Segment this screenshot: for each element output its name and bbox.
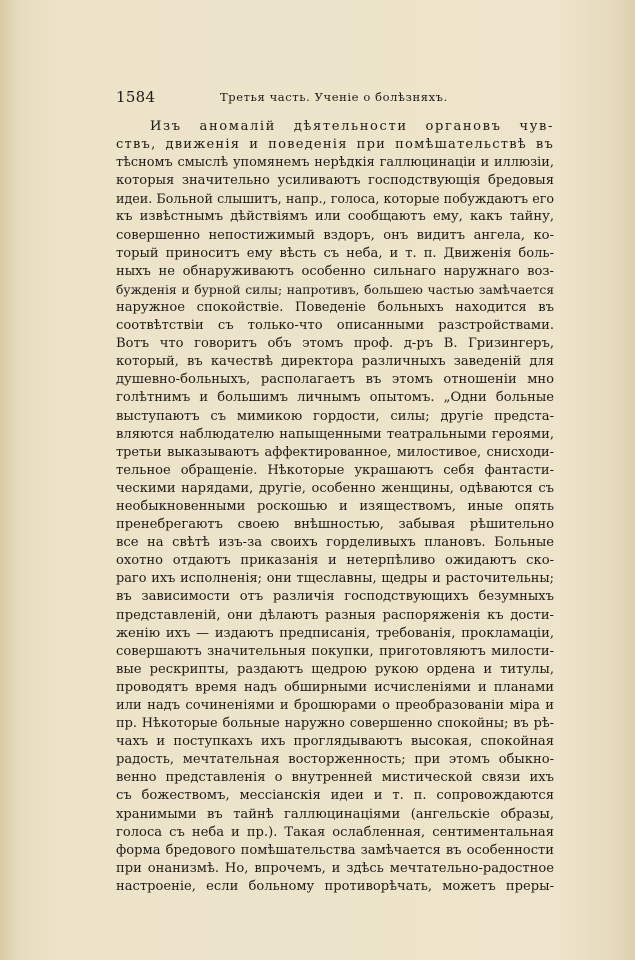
text-line: въ зависимости отъ различiя господствующихъ безумныхъ (116, 589, 554, 605)
text-line: Вотъ что говоритъ объ этомъ проф. д-ръ В. Гризингеръ, (116, 336, 554, 352)
text-line: голоса съ неба и пр.). Такая ослабленная, сентиментальная (116, 824, 554, 840)
text-line: женiю ихъ — издаютъ предписанiя, требованiя, прокламацiи, (116, 625, 554, 641)
text-line: голѣтнимъ и большимъ личнымъ опытомъ. „Одни больные (116, 390, 554, 406)
text-line: пр. Нѣкоторые больные наружно совершенно спокойны; въ рѣ- (116, 716, 554, 732)
text-line: Изъ аномалiй дѣятельности органовъ чув- (150, 119, 554, 134)
text-line: чахъ и поступкахъ ихъ проглядываютъ высокая, спокойная (116, 734, 554, 750)
text-line: который, въ качествѣ директора различныхъ заведенiй для (116, 354, 554, 370)
text-line: настроенiе, если больному противорѣчать, можетъ преры- (116, 878, 554, 894)
text-line: совершенно непостижимый вздоръ, онъ видитъ ангела, ко- (116, 227, 554, 243)
text-line: съ божествомъ, мессiанскiя идеи и т. п. сопровождаются (116, 788, 554, 804)
body-text (116, 118, 554, 896)
text-line: форма бредового помѣшательства замѣчается въ особенности (116, 842, 554, 858)
text-line: душевно-больныхъ, располагаетъ въ этомъ отношенiи мно (116, 372, 554, 388)
text-line: вые рескрипты, раздаютъ щедрою рукою ордена и титулы, (116, 661, 554, 677)
text-line: представленiй, они дѣлаютъ разныя распоряженiя къ дости- (116, 607, 554, 623)
text-line: охотно отдаютъ приказанiя и нетерпѣливо ожидаютъ ско- (116, 553, 554, 569)
text-line: ныхъ не обнаруживаютъ особенно сильнаго наружнаго воз- (116, 263, 554, 279)
text-line: пренебрегаютъ своею внѣшностью, забывая рѣшительно (116, 517, 554, 533)
text-line: наружное спокойствiе. Поведенiе больныхъ находится въ (116, 299, 554, 315)
text-line: необыкновенными роскошью и изяществомъ, иные опять (116, 498, 554, 514)
page-header (116, 88, 554, 108)
text-line: ческими нарядами, другiе, особенно женщины, одѣваются съ (116, 480, 554, 496)
text-line: все на свѣтѣ изъ-за своихъ горделивыхъ плановъ. Больные (116, 535, 554, 551)
text-line: тѣсномъ смыслѣ упомянемъ нерѣдкiя галлюцинацiи и иллюзiи, (116, 155, 554, 171)
text-line: тельное обращенiе. Нѣкоторые украшаютъ себя фантасти- (116, 462, 554, 478)
text-line: соотвѣтствiи съ только-что описанными разстройствами. (116, 318, 554, 334)
text-line: которыя значительно усиливаютъ господствующiя бредовыя (116, 173, 554, 189)
text-line: вляются наблюдателю напыщенными театральными героями, (116, 426, 554, 442)
text-line: выступаютъ съ мимикою гордости, силы; другiе предста- (116, 408, 554, 424)
text-line: при онанизмѣ. Но, впрочемъ, и здѣсь мечтательно-радостное (116, 860, 554, 876)
text-line: венно представленiя о внутренней мистической связи ихъ (116, 770, 554, 786)
page-number: 1584 (116, 88, 156, 106)
text-line: совершаютъ значительныя покупки, приготовляютъ милости- (116, 643, 554, 659)
text-line: ствъ, движенiя и поведенiя при помѣшательствѣ въ (116, 137, 554, 153)
running-title: Третья часть. Ученiе о болѣзняхъ. (220, 90, 448, 104)
text-line: идеи. Больной слышитъ, напр., голоса, которые побуждаютъ его (116, 191, 554, 207)
text-line: къ извѣстнымъ дѣйствiямъ или сообщаютъ ему, какъ тайну, (116, 209, 554, 225)
text-line: хранимыми въ тайнѣ галлюцинацiями (ангельскiе образы, (116, 806, 554, 822)
text-line: или надъ сочиненiями и брошюрами о преобразованiи мiра и (116, 698, 554, 713)
text-line: бужденiя и бурной силы; напротивъ, большею частью замѣчается (116, 282, 554, 297)
text-line: третьи выказываютъ аффектированное, милостивое, снисходи- (116, 444, 554, 460)
text-line: торый приноситъ ему вѣсть съ неба, и т. п. Движенiя боль- (116, 245, 554, 261)
text-line: радость, мечтательная восторженность; при этомъ обыкно- (116, 752, 554, 768)
text-line: раго ихъ исполненiя; они тщеславны, щедры и расточительны; (116, 571, 554, 587)
text-line: проводятъ время надъ обширными исчисленiями и планами (116, 679, 554, 695)
